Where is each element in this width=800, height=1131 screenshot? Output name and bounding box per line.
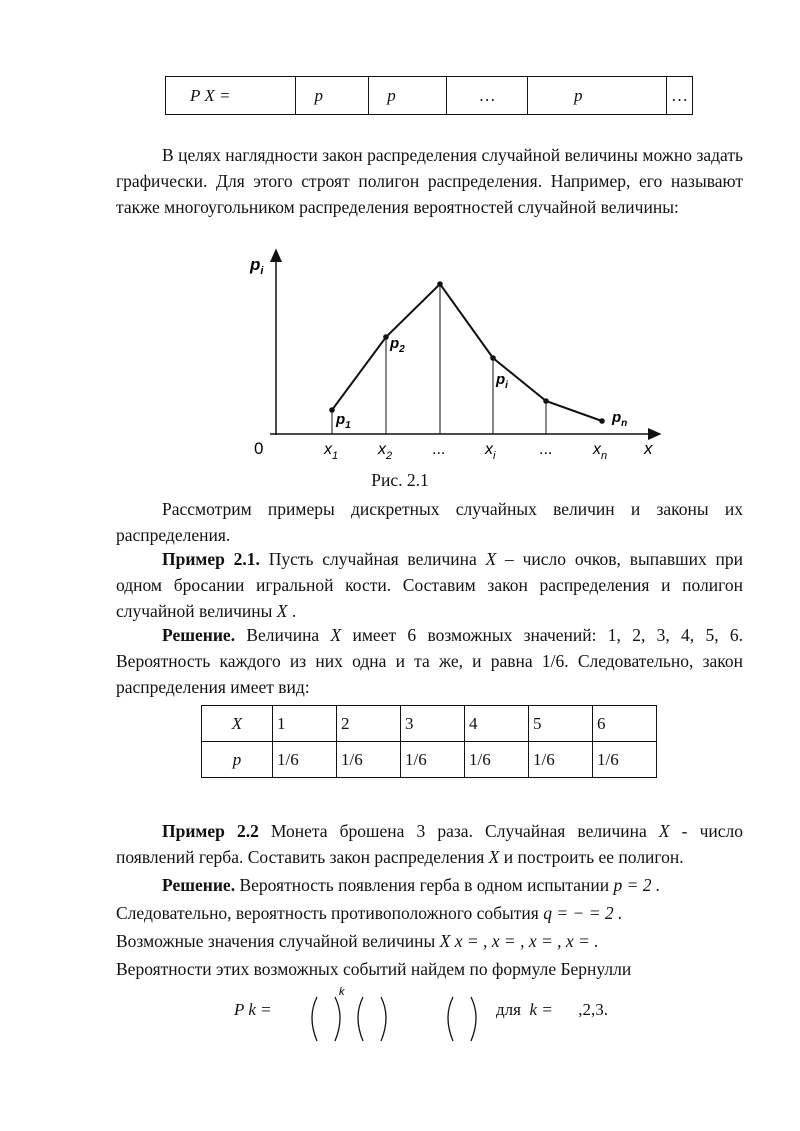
table-cell: p [527,77,666,115]
variable-x: X [658,821,670,841]
table-cell: P X = [166,77,296,115]
solution-text: имеет 6 возможных значений: 1, 2, 3, 4, 5, 6. Вероятность каждого из них одна и та же, и равна 1/6. Следовательно, закон распределения имеет вид: [116,625,743,697]
solution-text: Величина [235,625,331,645]
table-cell: 1/6 [273,742,337,778]
x-tick-label: $x_1$ [324,441,339,462]
table-cell: 1 [273,706,337,742]
x-tick-label: ... [432,441,446,458]
solution-label: Решение. [162,875,236,895]
distribution-polygon-figure [240,240,680,470]
origin-label: 0 [254,439,264,458]
table-cell: 4 [465,706,529,742]
vertex-point [437,281,443,287]
bernoulli-tail [496,1000,608,1020]
variable-x: X [276,601,288,621]
example-label: Пример 2.1. [162,549,260,569]
table-cell: p [296,77,369,115]
x-tick-label: $x_2$ [378,441,393,462]
formula-values: ,2,3. [578,1000,608,1019]
table-cell: 5 [529,706,593,742]
table-cell: 1/6 [465,742,529,778]
intro-paragraph: В целях наглядности закон распределения случайной величины можно задать графически. Для этого строят полигон распределения. Например, его называют также многоугольником распределения вероятностей случайной величины: [116,145,743,217]
point-label: $p_n$ [612,409,628,429]
x-tick-label: ... [539,441,553,458]
point-label: $p_1$ [336,411,351,431]
bernoulli-lhs: P k = [234,1000,272,1019]
table-head-cell: X [202,706,273,742]
vertex-point [329,407,335,413]
variable-x: X [485,549,497,569]
table-row [166,77,693,115]
exponent-k: k [339,986,345,998]
table-row [202,742,657,778]
top-distribution-table [165,76,693,115]
solution-label: Решение. [162,625,236,645]
vertex-point [383,334,389,340]
example-label: Пример 2.2 [162,821,259,841]
example-2-1-paragraph [116,546,743,624]
solution-text: Возможные значения случайной величины [116,931,440,951]
table-cell: 6 [593,706,657,742]
y-axis-label: $p_i$ [250,255,264,277]
formula-text: для [496,1000,521,1019]
table-cell: 1/6 [593,742,657,778]
point-label: $p_2$ [390,335,405,355]
table-cell: 3 [401,706,465,742]
vertex-point [490,355,496,361]
point-label: $p_i$ [496,371,508,391]
example-text: – число очков, выпавших при одном бросании игральной кости. Составим закон распределения и полигон случайной величины [116,549,743,621]
solution-2-2-line2 [116,899,743,927]
formula-p: p = 2 . [613,875,661,895]
solution-text: Вероятность появления герба в одном испытании [235,875,614,895]
examples-intro-paragraph: Рассмотрим примеры дискретных случайных величин и законы их распределения. [116,499,743,545]
example-text: Пусть случайная величина [259,549,486,569]
table-cell: 1/6 [529,742,593,778]
vertex-point [543,398,549,404]
table-cell: 2 [337,706,401,742]
distribution-polygon [332,284,602,421]
formula-values: X x = , x = , x = , x = . [439,931,599,951]
example-text: - число появлений герба. Составить закон распределения [116,821,743,867]
formula-q: q = − = 2 . [543,903,623,923]
example-2-2-paragraph [116,818,743,870]
x-tick-label: $x_i$ [485,441,496,462]
formula-k: k = [529,1000,553,1019]
solution-2-2-line3 [116,927,743,955]
table-cell: … [667,77,693,115]
x-tick-label: $x_n$ [593,441,608,462]
solution-text: Следовательно, вероятность противоположного события [116,903,544,923]
solution-2-2-line4: Вероятности этих возможных событий найдем по формуле Бернулли [116,959,632,979]
table-cell: 1/6 [401,742,465,778]
table-cell: p [369,77,447,115]
example-text: и построить ее полигон. [499,847,684,867]
vertex-point [599,418,605,424]
table-cell: 1/6 [337,742,401,778]
dice-distribution-table [201,705,657,778]
table-head-cell: p [202,742,273,778]
variable-x: X [330,625,342,645]
x-axis-label: x [644,439,653,458]
example-text: . [287,601,297,621]
table-row [202,706,657,742]
example-text: Монета брошена 3 раза. Случайная величина [258,821,659,841]
bernoulli-brackets [305,985,485,1045]
figure-caption: Рис. 2.1 [371,470,429,490]
solution-2-2-line1 [116,871,743,899]
variable-x: X [488,847,500,867]
table-cell: … [447,77,528,115]
solution-2-1-paragraph [116,622,743,700]
